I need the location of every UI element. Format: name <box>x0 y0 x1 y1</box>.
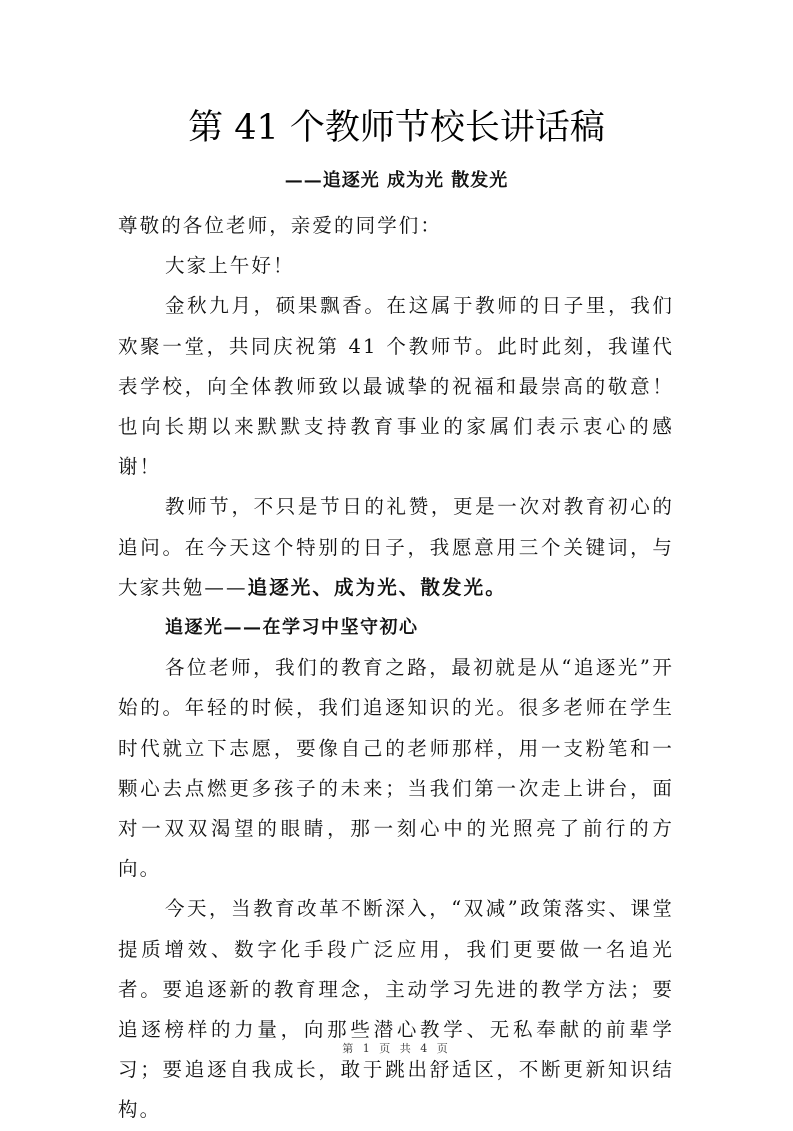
section-paragraph: 今天，当教育改革不断深入，“双减”政策落实、课堂提质增效、数字化手段广泛应用，我们更要做一名追光者。要追逐新的教育理念，主动学习先进的教学方法；要追逐榜样的力量，向那些潜心教学、无私奉献的前辈学习；要追逐自我成长，敢于跳出舒适区，不断更新知识结构。 <box>118 897 674 1122</box>
page-number: 第 1 页 共 4 页 <box>342 1042 451 1055</box>
paragraph-intro <box>118 487 674 608</box>
section-paragraph: 各位老师，我们的教育之路，最初就是从“追逐光”开始的。年轻的时候，我们追逐知识的光。很多老师在学生时代就立下志愿，要像自己的老师那样，用一支粉笔和一颗心去点燃更多孩子的未来；当我们第一次走上讲台，面对一双双渴望的眼睛，那一刻心中的光照亮了前行的方向。 <box>118 656 674 881</box>
intro-text: 教师节，不只是节日的礼赞，更是一次对教育初心的追问。在今天这个特别的日子，我愿意用三个关键词，与大家共勉—— <box>118 495 674 599</box>
document-subtitle: ——追逐光 成为光 散发光 <box>284 170 509 191</box>
greeting: 大家上午好！ <box>165 254 295 278</box>
section-heading: 追逐光——在学习中坚守初心 <box>165 617 419 639</box>
document-body <box>118 206 674 1131</box>
document-title: 第 41 个教师节校长讲话稿 <box>188 108 605 148</box>
paragraph-opening: 金秋九月，硕果飘香。在这属于教师的日子里，我们欢聚一堂，共同庆祝第 41 个教师节。此时此刻，我谨代表学校，向全体教师致以最诚挚的祝福和最崇高的敬意！也向长期以来默默支持教育事业的家属们表示衷心的感谢！ <box>118 294 674 479</box>
intro-keywords: 追逐光、成为光、散发光。 <box>247 575 507 599</box>
salutation: 尊敬的各位老师，亲爱的同学们： <box>118 214 443 237</box>
